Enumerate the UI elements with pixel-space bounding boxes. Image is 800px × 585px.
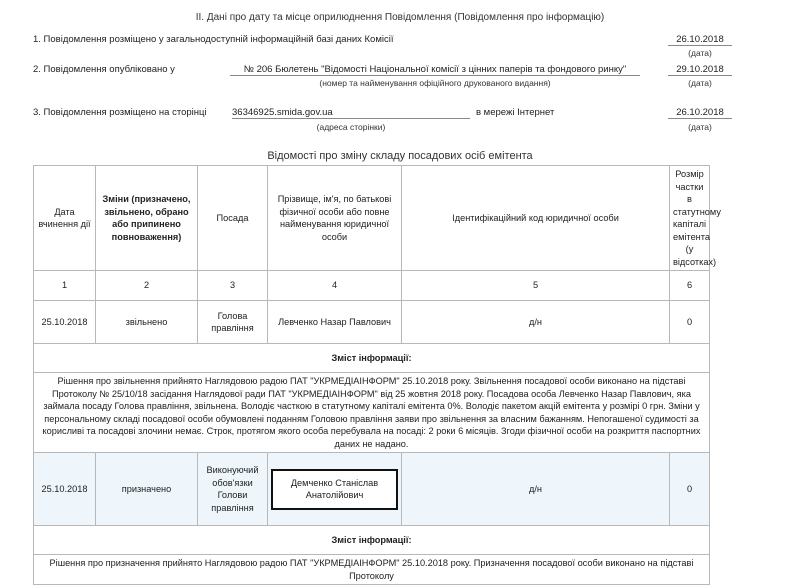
table-title: Відомості про зміну складу посадових осіб емітента [267,150,533,162]
line2-date: 29.10.2018 [668,64,732,76]
row-change: призначено [96,453,198,526]
col-number: 4 [268,271,402,301]
info-label-row [34,526,710,555]
row-date: 25.10.2018 [34,301,96,344]
publication-name: № 206 Бюлетень "Відомості Національної комісії з цінних паперів та фондового ринку" [230,64,640,76]
header-row [34,166,710,271]
col-number: 3 [198,271,268,301]
info-text: Рішення про призначення прийнято Наглядовою радою ПАТ "УКРМЕДІАІНФОРМ" 25.10.2018 року. Призначення посадової особи виконано на підставі Протоколу [34,555,710,585]
info-text: Рішення про звільнення прийнято Наглядовою радою ПАТ "УКРМЕДІАІНФОРМ" 25.10.2018 року. Звільнення посадової особи виконано на підставі Протоколу № 25/10/18 засідання Наглядової ради ПАТ "УКРМЕДІАІНФОРМ" від 25 жовтня 2018 року. Посадова особа Левченко Назар Павлович, яка займала посаду Голова правління, звільнена. Володіє часткою в статутному капіталі емітента 0%. Володіє пакетом акцій емітента у розмірі 0 грн. Зміни у персональному складі посадової особи обумовлені поданням Головою правління заяви про звільнення за власним бажанням. Непогашеної судимості за корисливі та посадові злочини немає. Строк, протягом якого особа перебувала на посаді: 2 роки 6 місяців. Згоди фізичної особи на розкриття паспортних даних не надано. [34,373,710,453]
header-date: Дата вчинення дії [34,166,96,271]
row-code: д/н [402,301,670,344]
line2-date-note: (дата) [688,78,712,88]
header-code: Ідентифікаційний код юридичної особи [402,166,670,271]
row-share: 0 [670,301,710,344]
col-number: 2 [96,271,198,301]
row-name-cell [268,453,402,526]
table-row [34,301,710,344]
officials-table [33,165,721,585]
line3-label: 3. Повідомлення розміщено на сторінці [33,107,207,118]
line2-label: 2. Повідомлення опубліковано у [33,64,175,75]
col-number: 6 [670,271,710,301]
row-position: Голова правління [198,301,268,344]
line3-date: 26.10.2018 [668,107,732,119]
row-date: 25.10.2018 [34,453,96,526]
site-url[interactable]: 36346925.smida.gov.ua [232,107,470,119]
row-position: Виконуючий обов'язки Голови правління [198,453,268,526]
header-position: Посада [198,166,268,271]
line1-date-note: (дата) [688,48,712,58]
column-number-row [34,271,710,301]
section-title: II. Дані про дату та місце оприлюднення Повідомлення (Повідомлення про інформацію) [195,12,605,23]
row-name-highlighted: Демченко Станіслав Анатолійович [271,469,398,510]
info-text-row [34,555,710,585]
row-code: д/н [402,453,670,526]
row-name: Левченко Назар Павлович [268,301,402,344]
internet-label: в мережі Інтернет [476,107,555,118]
col-number: 1 [34,271,96,301]
info-label: Зміст інформації: [34,526,710,555]
publication-note: (номер та найменування офіційного друкованого видання) [319,78,551,88]
line3-date-note: (дата) [688,122,712,132]
info-label-row [34,344,710,373]
row-share: 0 [670,453,710,526]
row-change: звільнено [96,301,198,344]
header-name: Прізвище, ім'я, по батькові фізичної особи або повне найменування юридичної особи [268,166,402,271]
site-note: (адреса сторінки) [316,122,386,132]
info-text-row [34,373,710,453]
header-share: Розмір частки в статутному капіталі емітента (у відсотках) [670,166,710,271]
line1-label: 1. Повідомлення розміщено у загальнодоступній інформаційній базі даних Комісії [33,34,394,45]
col-number: 5 [402,271,670,301]
line1-date: 26.10.2018 [668,34,732,46]
info-label: Зміст інформації: [34,344,710,373]
table-row [34,453,710,526]
header-change: Зміни (призначено, звільнено, обрано або припинено повноваження) [96,166,198,271]
